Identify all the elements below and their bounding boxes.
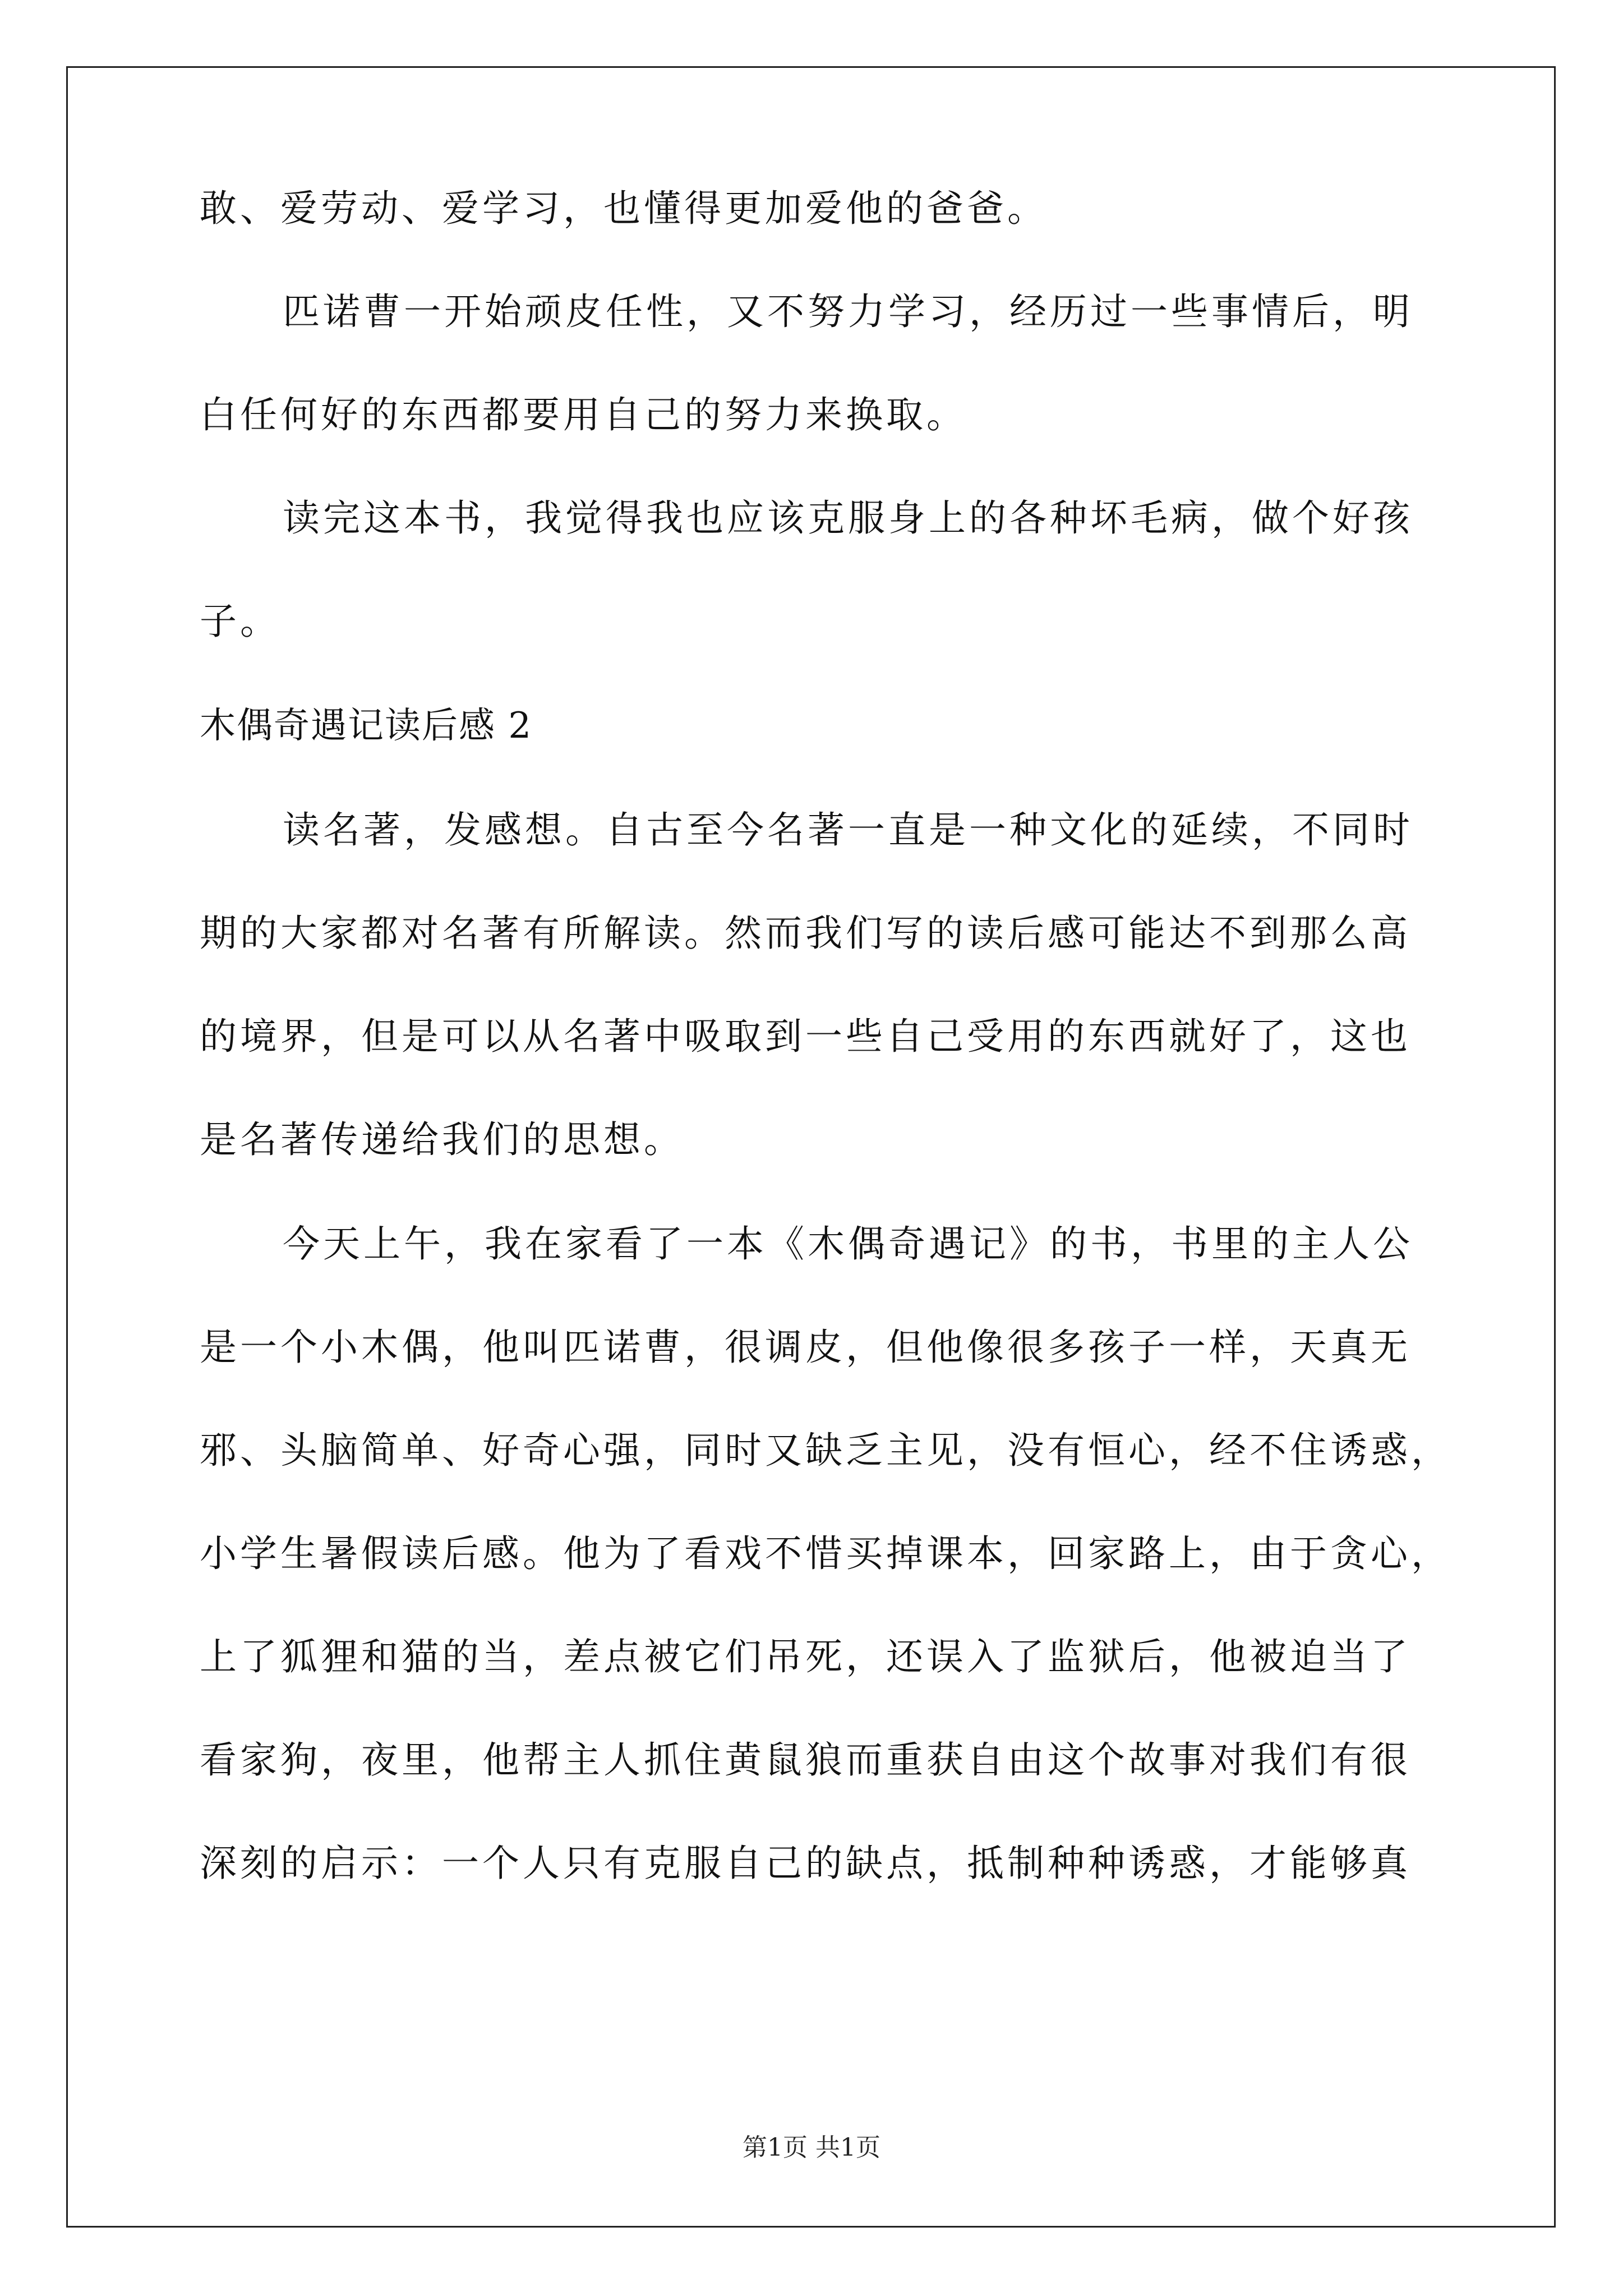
body-line: 的境界，但是可以从名著中吸取到一些自己受用的东西就好了，这也 <box>200 1015 1411 1058</box>
body-line: 是一个小木偶，他叫匹诺曹，很调皮，但他像很多孩子一样，天真无 <box>200 1326 1411 1369</box>
body-line: 小学生暑假读后感。他为了看戏不惜买掉课本，回家路上，由于贪心， <box>200 1532 1451 1575</box>
page-footer: 第1页 共1页 <box>743 2133 880 2162</box>
body-line: 白任何好的东西都要用自己的努力来换取。 <box>200 393 967 436</box>
body-line: 期的大家都对名著有所解读。然而我们写的读后感可能达不到那么高 <box>200 912 1411 955</box>
body-line: 敢、爱劳动、爱学习，也懂得更加爱他的爸爸。 <box>200 187 1048 230</box>
body-line: 是名著传递给我们的思想。 <box>200 1118 684 1161</box>
paragraph-first-line: 读完这本书，我觉得我也应该克服身上的各种坏毛病，做个好孩 <box>283 496 1413 540</box>
section-heading: 木偶奇遇记读后感 2 <box>200 705 533 747</box>
body-line: 看家狗，夜里，他帮主人抓住黄鼠狼而重获自由这个故事对我们有很 <box>200 1738 1411 1782</box>
paragraph-first-line: 今天上午，我在家看了一本《木偶奇遇记》的书，书里的主人公 <box>283 1222 1413 1266</box>
body-line: 深刻的启示：一个人只有克服自己的缺点，抵制种种诱惑，才能够真 <box>200 1842 1411 1885</box>
paragraph-first-line: 读名著，发感想。自古至今名著一直是一种文化的延续，不同时 <box>283 808 1413 852</box>
body-line: 子。 <box>200 600 280 643</box>
body-line: 上了狐狸和猫的当，差点被它们吊死，还误入了监狱后，他被迫当了 <box>200 1635 1411 1678</box>
paragraph-first-line: 匹诺曹一开始顽皮任性，又不努力学习，经历过一些事情后，明 <box>283 290 1413 333</box>
body-line: 邪、头脑简单、好奇心强，同时又缺乏主见，没有恒心，经不住诱惑， <box>200 1429 1451 1472</box>
